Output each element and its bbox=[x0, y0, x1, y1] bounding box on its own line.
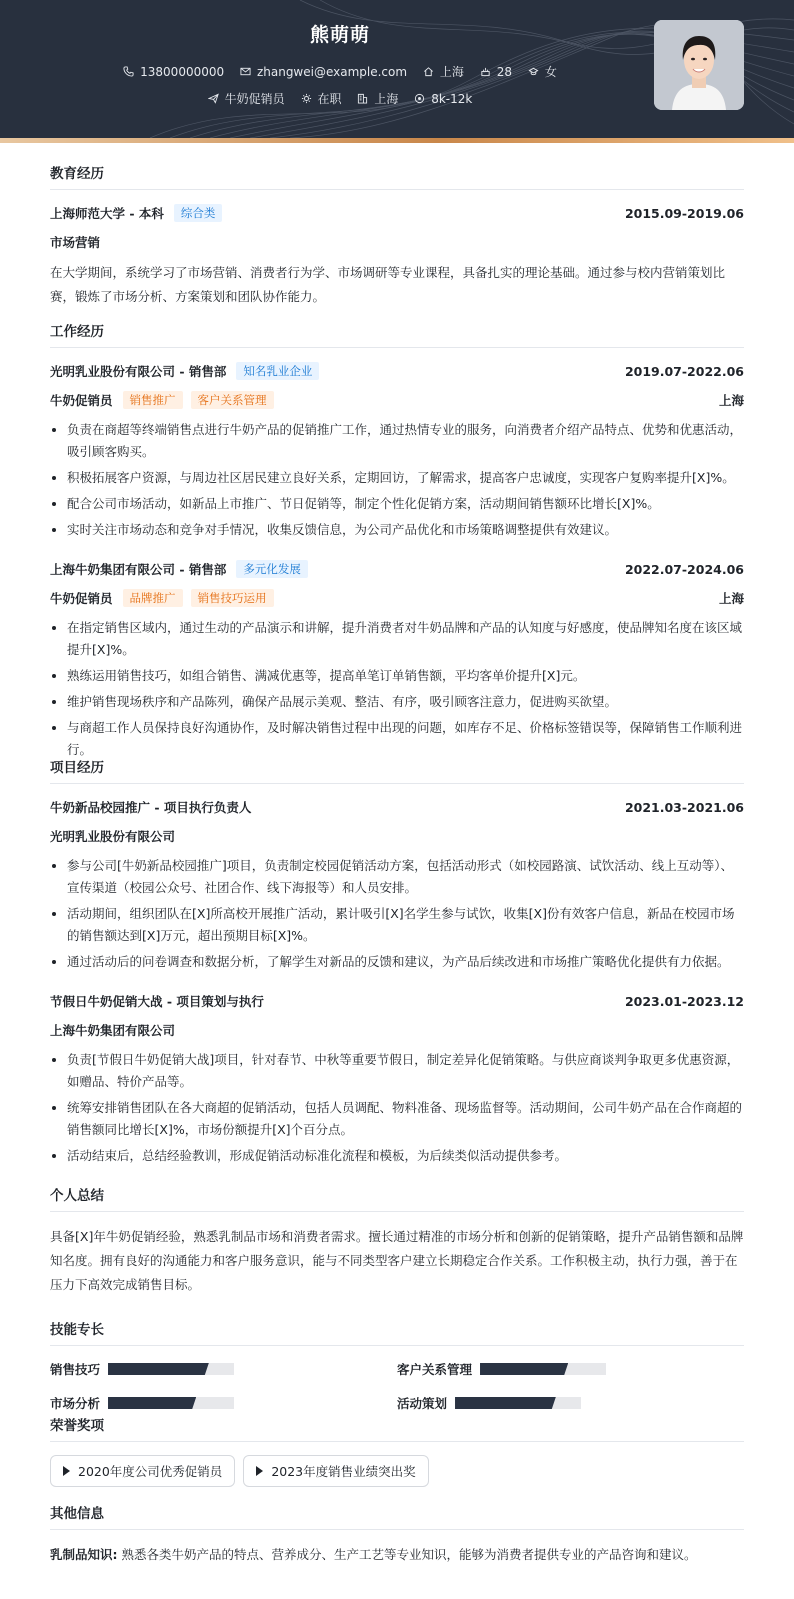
status-icon bbox=[301, 93, 312, 104]
company-tag: 多元化发展 bbox=[236, 560, 308, 578]
project-entry bbox=[50, 991, 744, 1167]
job-header-row bbox=[50, 559, 744, 579]
profile-photo bbox=[654, 20, 744, 110]
job-role-row bbox=[50, 588, 744, 608]
awards-list bbox=[50, 1455, 744, 1487]
skill-name: 活动策划 bbox=[397, 1396, 448, 1411]
list-item: 积极拓展客户资源，与周边社区居民建立良好关系，定期回访，了解需求，提高客户忠诚度，实现客户复购率提升[X]%。 bbox=[50, 467, 744, 489]
project-date: 2023.01-2023.12 bbox=[624, 993, 744, 1009]
header-accent-stripe bbox=[0, 138, 794, 143]
project-company-row bbox=[50, 1020, 744, 1040]
section-title: 个人总结 bbox=[50, 1184, 744, 1212]
work-city-text: 上海 bbox=[374, 92, 399, 106]
other-section bbox=[50, 1502, 744, 1567]
job-role: 牛奶促销员 bbox=[50, 591, 113, 606]
position-item bbox=[208, 90, 285, 107]
salary-icon bbox=[414, 93, 425, 104]
company-name: 上海牛奶集团有限公司 - 销售部 bbox=[50, 562, 227, 577]
status-text: 在职 bbox=[317, 92, 342, 106]
skill-bar bbox=[455, 1397, 581, 1409]
project-company: 光明乳业股份有限公司 bbox=[50, 829, 176, 844]
skills-grid bbox=[50, 1359, 744, 1413]
play-icon bbox=[256, 1466, 263, 1476]
job-bullets bbox=[50, 419, 744, 541]
work-section bbox=[50, 320, 744, 765]
position-text: 牛奶促销员 bbox=[224, 92, 285, 106]
profile-photo-image bbox=[654, 20, 744, 110]
awards-section bbox=[50, 1414, 744, 1487]
contact-row bbox=[0, 63, 680, 80]
job-location: 上海 bbox=[718, 591, 744, 606]
company-name: 光明乳业股份有限公司 - 销售部 bbox=[50, 364, 227, 379]
phone-icon bbox=[123, 66, 134, 77]
list-item: 统筹安排销售团队在各大商超的促销活动，包括人员调配、物料准备、现场监督等。活动期间，公司牛奶产品在合作商超的销售额同比增长[X]%，市场份额提升[X]个百分点。 bbox=[50, 1097, 744, 1141]
skill-bar-fill bbox=[455, 1397, 556, 1409]
candidate-name: 熊萌萌 bbox=[309, 24, 370, 46]
list-item: 参与公司[牛奶新品校园推广]项目，负责制定校园促销活动方案，包括活动形式（如校园路演、试饮活动、线上互动等）、宣传渠道（校园公众号、社团合作、线下海报等）和人员安排。 bbox=[50, 855, 744, 899]
skill-item bbox=[50, 1393, 397, 1413]
skill-bar-fill bbox=[108, 1397, 196, 1409]
list-item: 熟练运用销售技巧，如组合销售、满减优惠等，提高单笔订单销售额，平均客单价提升[X]元。 bbox=[50, 665, 744, 687]
job-location: 上海 bbox=[718, 393, 744, 408]
section-title: 项目经历 bbox=[50, 756, 744, 784]
section-title: 工作经历 bbox=[50, 320, 744, 348]
project-header-row bbox=[50, 991, 744, 1011]
school-name: 上海师范大学 - 本科 bbox=[50, 206, 164, 221]
award-label: 2023年度销售业绩突出奖 bbox=[271, 1464, 416, 1479]
email-item bbox=[240, 65, 407, 79]
summary-section bbox=[50, 1184, 744, 1297]
projects-section bbox=[50, 756, 744, 1171]
project-name: 节假日牛奶促销大战 - 项目策划与执行 bbox=[50, 994, 264, 1009]
education-header-row bbox=[50, 203, 744, 223]
list-item: 实时关注市场动态和竞争对手情况，收集反馈信息，为公司产品优化和市场策略调整提供有效建议。 bbox=[50, 519, 744, 541]
job-entry bbox=[50, 559, 744, 761]
play-icon bbox=[63, 1466, 70, 1476]
skills-section bbox=[50, 1318, 744, 1413]
summary-text: 具备[X]年牛奶促销经验，熟悉乳制品市场和消费者需求。擅长通过精准的市场分析和创新的促销策略，提升产品销售额和品牌知名度。拥有良好的沟通能力和客户服务意识，能与不同类型客户建立长期稳定合作关系。工作积极主动，执行力强，善于在压力下高效完成销售目标。 bbox=[50, 1229, 744, 1292]
other-info-line bbox=[50, 1543, 744, 1567]
skill-tag: 销售技巧运用 bbox=[191, 589, 274, 607]
age-icon bbox=[480, 66, 491, 77]
skill-tag: 销售推广 bbox=[123, 391, 183, 409]
list-item: 配合公司市场活动，如新品上市推广、节日促销等，制定个性化促销方案，活动期间销售额环比增长[X]%。 bbox=[50, 493, 744, 515]
section-title: 教育经历 bbox=[50, 162, 744, 190]
project-date: 2021.03-2021.06 bbox=[624, 799, 744, 815]
skill-name: 销售技巧 bbox=[50, 1362, 101, 1377]
salary-item bbox=[414, 92, 472, 106]
other-info-text: 熟悉各类牛奶产品的特点、营养成分、生产工艺等专业知识，能够为消费者提供专业的产品咨询和建议。 bbox=[121, 1547, 697, 1562]
skill-bar bbox=[480, 1363, 606, 1375]
age-item bbox=[480, 65, 512, 79]
list-item: 通过活动后的问卷调查和数据分析，了解学生对新品的反馈和建议，为产品后续改进和市场推广策略优化提供有力依据。 bbox=[50, 951, 744, 973]
gender-text: 女 bbox=[544, 65, 557, 79]
skill-bar-fill bbox=[480, 1363, 568, 1375]
job-header-row bbox=[50, 361, 744, 381]
gender-item bbox=[528, 63, 557, 80]
job-role-row bbox=[50, 390, 744, 410]
job-role: 牛奶促销员 bbox=[50, 393, 113, 408]
project-header-row bbox=[50, 797, 744, 817]
skill-item bbox=[397, 1359, 744, 1379]
major-row bbox=[50, 232, 744, 252]
award-item bbox=[243, 1455, 428, 1487]
education-description: 在大学期间，系统学习了市场营销、消费者行为学、市场调研等专业课程，具备扎实的理论基础。通过参与校内营销策划比赛，锻炼了市场分析、方案策划和团队协作能力。 bbox=[50, 265, 726, 304]
list-item: 在指定销售区域内，通过生动的产品演示和讲解，提升消费者对牛奶品牌和产品的认知度与好感度，使品牌知名度在该区域提升[X]%。 bbox=[50, 617, 744, 661]
other-info-label: 乳制品知识: bbox=[50, 1547, 118, 1562]
skill-name: 市场分析 bbox=[50, 1396, 101, 1411]
award-label: 2020年度公司优秀促销员 bbox=[78, 1464, 223, 1479]
project-entry bbox=[50, 797, 744, 973]
list-item: 负责在商超等终端销售点进行牛奶产品的促销推广工作，通过热情专业的服务，向消费者介绍产品特点、优势和优惠活动，吸引顾客购买。 bbox=[50, 419, 744, 463]
skill-item bbox=[50, 1359, 397, 1379]
skill-tag: 品牌推广 bbox=[123, 589, 183, 607]
project-name: 牛奶新品校园推广 - 项目执行负责人 bbox=[50, 800, 252, 815]
salary-text: 8k-12k bbox=[431, 92, 473, 106]
list-item: 活动期间，组织团队在[X]所高校开展推广活动，累计吸引[X]名学生参与试饮，收集[X]份有效客户信息，新品在校园市场的销售额达到[X]万元，超出预期目标[X]%。 bbox=[50, 903, 744, 947]
send-icon bbox=[208, 93, 219, 104]
major: 市场营销 bbox=[50, 235, 101, 250]
job-date: 2022.07-2024.06 bbox=[624, 561, 744, 577]
education-section bbox=[50, 162, 744, 309]
skill-bar bbox=[108, 1397, 234, 1409]
skill-bar-fill bbox=[108, 1363, 209, 1375]
work-city-item bbox=[357, 90, 398, 107]
gender-icon bbox=[528, 66, 539, 77]
school-tag: 综合类 bbox=[174, 204, 223, 222]
project-bullets bbox=[50, 1049, 744, 1167]
building-icon bbox=[357, 93, 368, 104]
phone-text: 13800000000 bbox=[140, 65, 225, 79]
age-text: 28 bbox=[496, 65, 513, 79]
city-item bbox=[423, 63, 464, 80]
list-item: 负责[节假日牛奶促销大战]项目，针对春节、中秋等重要节假日，制定差异化促销策略。与供应商谈判争取更多优惠资源，如赠品、特价产品等。 bbox=[50, 1049, 744, 1093]
list-item: 与商超工作人员保持良好沟通协作，及时解决销售过程中出现的问题，如库存不足、价格标签错误等，保障销售工作顺利进行。 bbox=[50, 717, 744, 761]
project-company-row bbox=[50, 826, 744, 846]
section-title: 荣誉奖项 bbox=[50, 1414, 744, 1442]
resume-header bbox=[0, 0, 794, 138]
home-icon bbox=[423, 66, 434, 77]
skill-item bbox=[397, 1393, 744, 1413]
job-bullets bbox=[50, 617, 744, 761]
list-item: 活动结束后，总结经验教训，形成促销活动标准化流程和模板，为后续类似活动提供参考。 bbox=[50, 1145, 744, 1167]
project-bullets bbox=[50, 855, 744, 973]
section-title: 其他信息 bbox=[50, 1502, 744, 1530]
city-text: 上海 bbox=[439, 65, 464, 79]
project-company: 上海牛奶集团有限公司 bbox=[50, 1023, 176, 1038]
education-date: 2015.09-2019.06 bbox=[624, 205, 744, 221]
skill-name: 客户关系管理 bbox=[397, 1362, 473, 1377]
job-intent-row bbox=[0, 90, 680, 107]
phone-item bbox=[123, 65, 224, 79]
award-item bbox=[50, 1455, 235, 1487]
skill-tag: 客户关系管理 bbox=[191, 391, 274, 409]
section-title: 技能专长 bbox=[50, 1318, 744, 1346]
job-date: 2019.07-2022.06 bbox=[624, 363, 744, 379]
skill-bar bbox=[108, 1363, 234, 1375]
job-entry bbox=[50, 361, 744, 541]
mail-icon bbox=[240, 66, 251, 77]
list-item: 维护销售现场秩序和产品陈列，确保产品展示美观、整洁、有序，吸引顾客注意力，促进购买欲望。 bbox=[50, 691, 744, 713]
email-text: zhangwei@example.com bbox=[256, 65, 408, 79]
status-item bbox=[301, 90, 342, 107]
company-tag: 知名乳业企业 bbox=[236, 362, 319, 380]
